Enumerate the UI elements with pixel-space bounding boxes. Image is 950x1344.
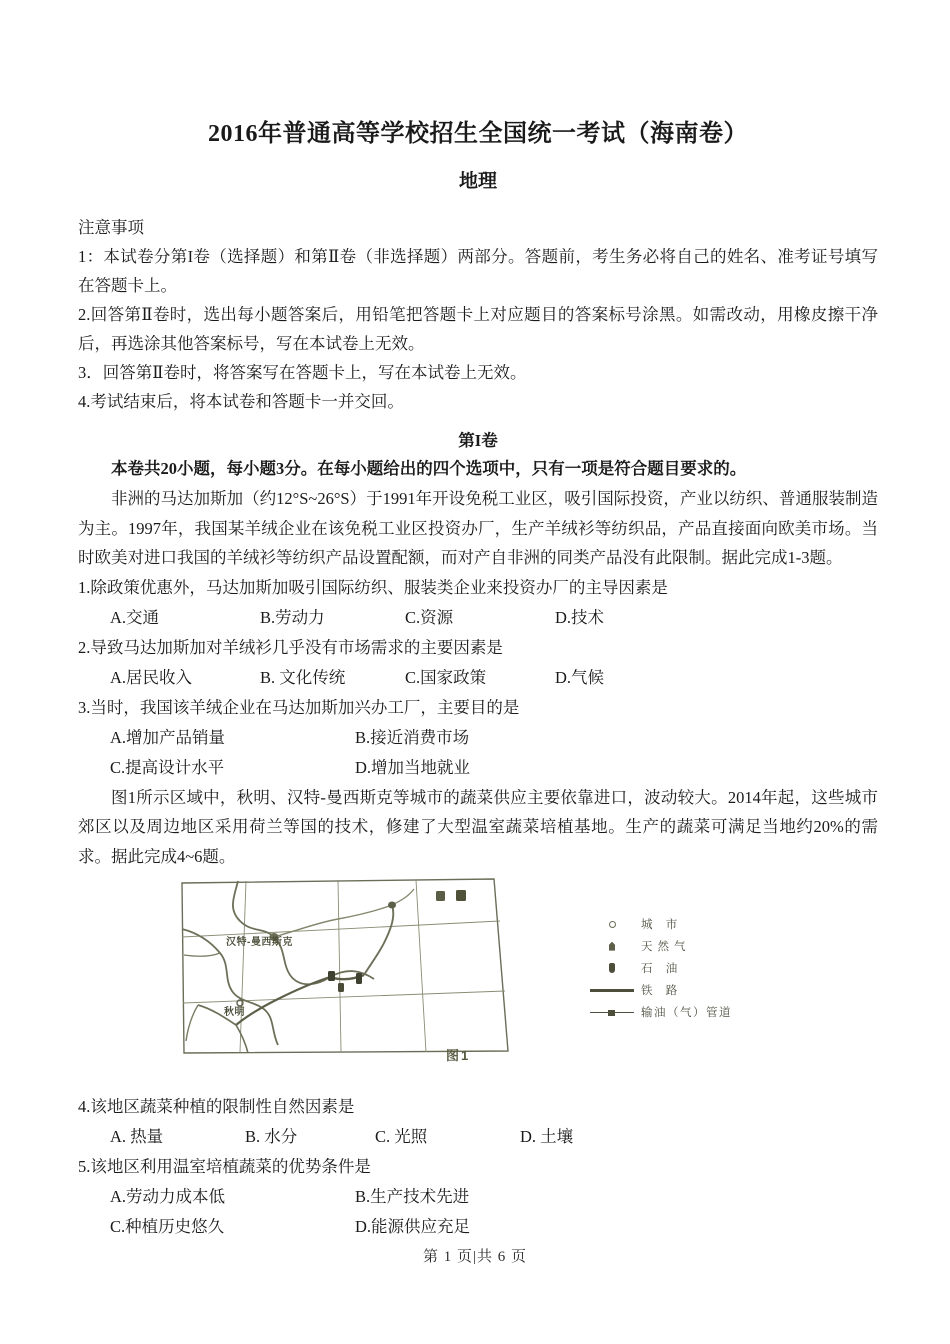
question-1-stem: 1.除政策优惠外，马达加斯加吸引国际纺织、服装类企业来投资办厂的主导因素是 <box>78 577 668 597</box>
option-5-a[interactable]: A.劳动力成本低 <box>110 1187 226 1207</box>
city-marker <box>388 902 396 909</box>
option-1-b[interactable]: B.劳动力 <box>260 607 325 627</box>
legend-label-city: 城 市 <box>641 919 683 932</box>
legend-label-railway: 铁 路 <box>641 985 683 998</box>
legend-row-city <box>583 913 813 935</box>
question-3-stem: 3.当时，我国该羊绒企业在马达加斯加兴办工厂，主要目的是 <box>78 697 520 717</box>
option-4-c[interactable]: C. 光照 <box>375 1127 428 1147</box>
oil-icon <box>583 963 641 973</box>
question-5-options-row-2 <box>78 1212 878 1242</box>
option-5-b[interactable]: B.生产技术先进 <box>355 1187 470 1207</box>
legend-label-pipeline: 输油（气）管道 <box>641 1007 732 1020</box>
question-4-options <box>78 1122 878 1152</box>
figure-1 <box>78 871 878 1092</box>
option-4-b[interactable]: B. 水分 <box>245 1127 298 1147</box>
page-title: 2016年普通高等学校招生全国统一考试（海南卷） <box>208 121 748 147</box>
subject-title: 地理 <box>458 170 497 192</box>
option-3-b[interactable]: B.接近消费市场 <box>355 727 470 747</box>
question-5-stem: 5.该地区利用温室培植蔬菜的优势条件是 <box>78 1157 371 1177</box>
option-3-d[interactable]: D.增加当地就业 <box>355 757 471 777</box>
passage-vegetables: 图1所示区域中，秋明、汉特-曼西斯克等城市的蔬菜供应主要依靠进口，波动较大。2014年起，这些城市郊区以及周边地区采用荷兰等国的技术，修建了大型温室蔬菜培植基地。生产的蔬菜可满足当地约20%的需求。据此完成4~6题。 <box>78 787 878 866</box>
option-2-d[interactable]: D.气候 <box>555 667 605 687</box>
notice-item-3: 3．回答第Ⅱ卷时，将答案写在答题卡上，写在本试卷上无效。 <box>78 363 527 383</box>
option-2-b[interactable]: B. 文化传统 <box>260 667 346 687</box>
notice-item-2: 2.回答第Ⅱ卷时，选出每小题答案后，用铅笔把答题卡上对应题目的答案标号涂黑。如需改动，用橡皮擦干净后，再选涂其他答案标号，写在本试卷上无效。 <box>78 305 878 354</box>
legend-row-oil <box>583 957 813 979</box>
option-3-c[interactable]: C.提高设计水平 <box>110 757 225 777</box>
question-5-options-row-1 <box>78 1182 878 1212</box>
page-footer <box>0 1245 950 1266</box>
notice-item-4: 4.考试结束后，将本试卷和答题卡一并交回。 <box>78 392 404 412</box>
legend-row-railway <box>583 979 813 1001</box>
legend-row-natural-gas <box>583 935 813 957</box>
option-1-a[interactable]: A.交通 <box>110 607 160 627</box>
page-content <box>78 0 878 1242</box>
map-label-hanty-mansiysk: 汉特-曼西斯克 <box>226 937 293 949</box>
legend-row-pipeline <box>583 1001 813 1023</box>
option-2-a[interactable]: A.居民收入 <box>110 667 193 687</box>
section-heading: 第I卷 <box>458 431 498 451</box>
notice-item-1: 1：本试卷分第I卷（选择题）和第Ⅱ卷（非选择题）两部分。答题前，考生务必将自己的姓名、准考证号填写在答题卡上。 <box>78 247 878 296</box>
natural-gas-icon <box>583 942 641 951</box>
question-4-stem: 4.该地区蔬菜种植的限制性自然因素是 <box>78 1097 355 1117</box>
option-1-d[interactable]: D.技术 <box>555 607 605 627</box>
option-2-c[interactable]: C.国家政策 <box>405 667 487 687</box>
gas-field-marker <box>456 890 466 901</box>
question-2-stem: 2.导致马达加斯加对羊绒衫几乎没有市场需求的主要因素是 <box>78 637 503 657</box>
page-number-text: 第 1 页|共 6 页 <box>422 1249 527 1265</box>
map-frame <box>182 879 508 1053</box>
question-2-options <box>78 663 878 693</box>
oil-field-marker <box>338 983 344 992</box>
legend-label-oil: 石 油 <box>641 963 683 976</box>
map-svg <box>178 875 518 1055</box>
gas-field-marker <box>356 973 362 984</box>
question-3-options-row-1 <box>78 723 878 753</box>
option-3-a[interactable]: A.增加产品销量 <box>110 727 226 747</box>
option-4-a[interactable]: A. 热量 <box>110 1127 164 1147</box>
pipeline-icon <box>583 1012 641 1013</box>
railway-icon <box>583 989 641 992</box>
map-label-tyumen: 秋明 <box>224 1007 245 1019</box>
gas-field-marker <box>436 891 445 901</box>
question-3-options-row-2 <box>78 753 878 783</box>
section-instruction: 本卷共20小题，每小题3分。在每小题给出的四个选项中，只有一项是符合题目要求的。 <box>111 459 747 479</box>
map-legend <box>583 913 813 1023</box>
figure-caption: 图1 <box>446 1048 471 1064</box>
option-5-c[interactable]: C.种植历史悠久 <box>110 1217 225 1237</box>
notice-heading: 注意事项 <box>78 217 144 237</box>
city-dot-icon <box>583 921 641 928</box>
option-4-d[interactable]: D. 土壤 <box>520 1127 574 1147</box>
legend-label-natural-gas: 天然气 <box>641 941 691 954</box>
passage-madagascar: 非洲的马达加斯加（约12°S~26°S）于1991年开设免税工业区，吸引国际投资，产业以纺织、普通服装制造为主。1997年，我国某羊绒企业在该免税工业区投资办厂，生产羊绒衫等纺织品，产品直接面向欧美市场。当时欧美对进口我国的羊绒衫等纺织产品设置配额，而对产自非洲的同类产品没有此限制。据此完成1-3题。 <box>78 489 878 568</box>
option-1-c[interactable]: C.资源 <box>405 607 454 627</box>
oil-field-marker <box>328 971 335 981</box>
map-diagram <box>178 875 518 1055</box>
question-1-options <box>78 603 878 633</box>
option-5-d[interactable]: D.能源供应充足 <box>355 1217 471 1237</box>
